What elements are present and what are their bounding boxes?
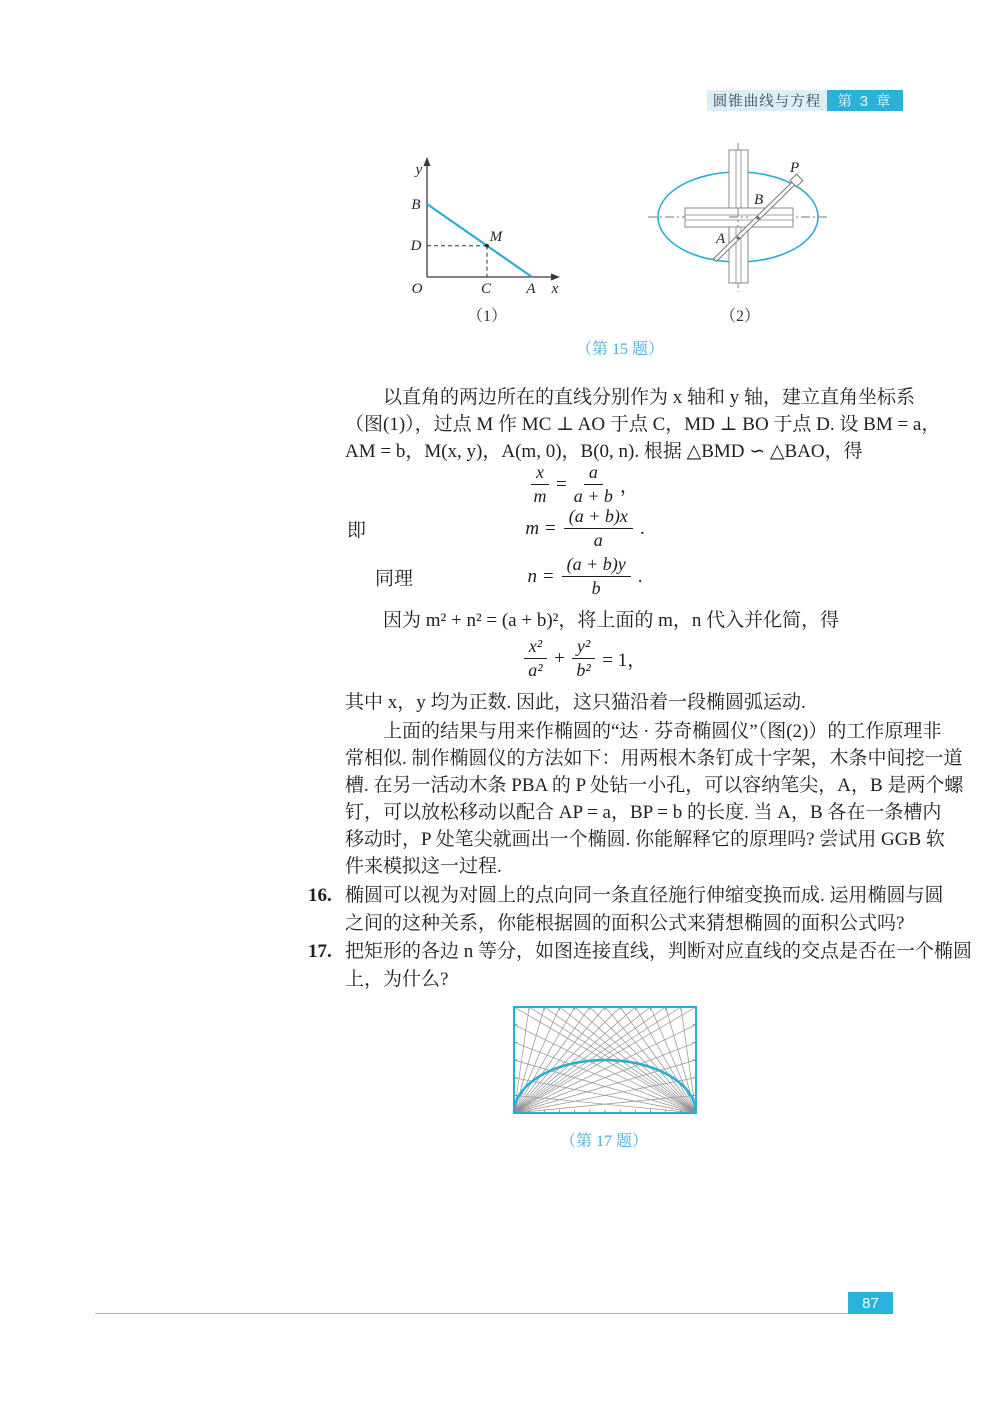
figure-2-caption: （2） (719, 308, 760, 325)
formula-2-row: 即 m = $\frac{(a + b)x}{a}$ . (347, 506, 645, 550)
fraction: $\frac{(a + b)x}{a}$ (564, 506, 633, 551)
problem-17-number: 17. (308, 941, 332, 962)
label-B2: B (754, 192, 764, 208)
paragraph-1 (345, 384, 941, 465)
fraction: $\frac{a}{a + b}$ (573, 462, 613, 506)
label-y: y (415, 162, 423, 178)
problem-17-figure-caption: （第 17 题） (559, 1133, 648, 1150)
text-line: 槽. 在另一活动木条 PBA 的 P 处钻一小孔，可以容纳笔尖，A，B 是两个螺 (345, 775, 964, 796)
row-label: 即 (347, 520, 367, 541)
text-line: 上面的结果与用来作椭圆的“达 · 芬奇椭圆仪”（图(2)）的工作原理非 (383, 721, 942, 742)
problem-16-number: 16. (308, 885, 332, 906)
label-A: A (526, 281, 536, 297)
fraction: $\frac{\text{y²}}{\text{b²}}$ (572, 636, 595, 681)
formula-4: $\frac{\text{x²}}{\text{a²}}$ + $\frac{\text{y²}}{\text{b²}}$ = 1， (345, 636, 825, 681)
fraction: $\frac{x}{m}$ (531, 462, 549, 507)
segment-BA (427, 204, 532, 277)
label-P: P (790, 160, 800, 176)
figure-1-caption: （1） (466, 308, 507, 325)
fraction: $\frac{\text{x²}}{\text{a²}}$ (524, 636, 547, 681)
label-M: M (489, 229, 503, 245)
fraction: $\frac{(a + b)y}{b}$ (562, 554, 631, 599)
label-C: C (480, 281, 492, 297)
page-number-badge: 87 (848, 1292, 893, 1314)
text-line-because: 因为 m² + n² = (a + b)²，将上面的 m，n 代入并化简，得 (383, 610, 840, 631)
paragraph-2 (345, 718, 964, 880)
section-title: 圆锥曲线与方程 (712, 94, 822, 110)
screw-A (736, 236, 739, 239)
figure-2-ellipsograph-diagram (630, 140, 860, 330)
y-axis-arrow-icon (423, 157, 430, 166)
screw-B (756, 216, 759, 219)
formula-3-row: 同理 n = $\frac{(a + b)y}{b}$ . (375, 554, 643, 598)
text-line: 移动时，P 处笔尖就画出一个椭圆. 你能解释它的原理吗? 尝试用 GGB 软 (345, 829, 945, 850)
x-axis-arrow-icon (551, 273, 560, 280)
row-label: 同理 (375, 568, 414, 589)
horizontal-strip (685, 208, 793, 227)
chapter-badge: 第 3 章 (827, 90, 903, 111)
footer-rule (95, 1313, 848, 1314)
label-x: x (551, 281, 559, 297)
text-line-since: 其中 x，y 均为正数. 因此，这只猫沿着一段椭圆弧运动. (345, 692, 806, 713)
text-line: 把矩形的各边 n 等分，如图连接直线，判断对应直线的交点是否在一个椭圆 (345, 941, 973, 962)
formula-1: $\frac{x}{m}$ = $\frac{a}{a + b}$ ， (345, 462, 825, 507)
text-line: （图(1)），过点 M 作 MC ⊥ AO 于点 C，MD ⊥ BO 于点 D. 设 BM = a， (345, 414, 941, 435)
text-line: 椭圆可以视为对圆上的点向同一条直径施行伸缩变换而成. 运用椭圆与圆 (345, 885, 944, 906)
label-A2: A (716, 231, 726, 247)
point-M-dot (485, 244, 489, 248)
label-O: O (411, 281, 423, 297)
label-B: B (411, 197, 421, 213)
figure-17-envelope-diagram (505, 1000, 705, 1127)
problem-17 (345, 938, 973, 993)
label-D: D (410, 238, 422, 254)
text-line: 之间的这种关系，你能根据圆的面积公式来猜想椭圆的面积公式吗? (345, 912, 905, 934)
text-line: AM = b，M(x, y)，A(m, 0)，B(0, n). 根据 △BMD ∽ △BAO，得 (345, 441, 863, 462)
problem-16 (345, 882, 944, 937)
text-line: 常相似. 制作椭圆仪的方法如下：用两根木条钉成十字架，木条中间挖一道 (345, 748, 963, 769)
problem-15-figure-caption: （第 15 题） (575, 341, 664, 358)
chapter-header-strip (707, 90, 827, 111)
text-line: 以直角的两边所在的直线分别作为 x 轴和 y 轴，建立直角坐标系 (383, 387, 916, 408)
text-line: 上，为什么? (345, 968, 449, 990)
text-line: 件来模拟这一过程. (345, 856, 502, 877)
text-line: 钉，可以放松移动以配合 AP = a，BP = b 的长度. 当 A，B 各在一条槽内 (345, 802, 942, 823)
